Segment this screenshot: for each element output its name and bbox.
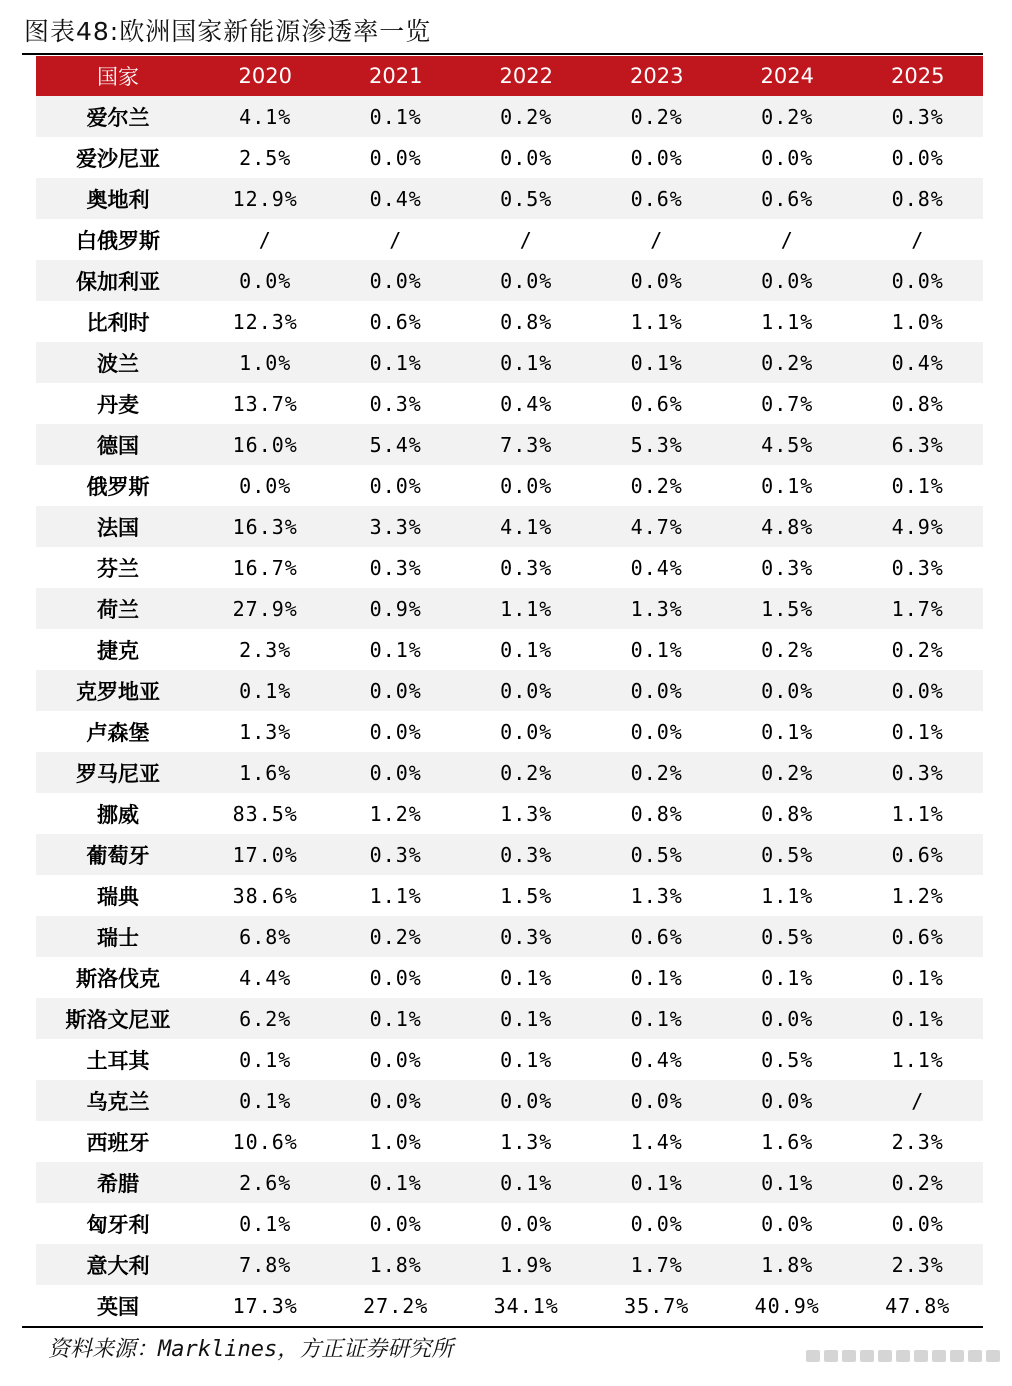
value-cell: 1.2% <box>853 875 984 916</box>
value-cell: 0.1% <box>461 957 592 998</box>
source-note: 资料来源：Marklines，方正证券研究所 <box>48 1337 454 1362</box>
table-row <box>36 96 983 137</box>
header-2025: 2025 <box>853 56 984 96</box>
header-2021: 2021 <box>331 56 462 96</box>
value-cell: 0.1% <box>200 1039 331 1080</box>
value-cell: 1.1% <box>722 875 853 916</box>
value-cell: 34.1% <box>461 1285 592 1326</box>
value-cell: 0.0% <box>461 137 592 178</box>
value-cell: 0.0% <box>853 670 984 711</box>
value-cell: 0.0% <box>331 137 462 178</box>
value-cell: 0.0% <box>722 998 853 1039</box>
table-row <box>36 998 983 1039</box>
value-cell: 17.0% <box>200 834 331 875</box>
header-country: 国家 <box>36 56 200 96</box>
value-cell: 13.7% <box>200 383 331 424</box>
value-cell: 0.0% <box>200 260 331 301</box>
value-cell: 0.0% <box>461 670 592 711</box>
value-cell: 0.2% <box>722 96 853 137</box>
value-cell: 1.3% <box>592 875 723 916</box>
table-row <box>36 506 983 547</box>
value-cell: 0.0% <box>331 711 462 752</box>
value-cell: 0.1% <box>331 629 462 670</box>
top-rule <box>22 53 983 55</box>
value-cell: 0.0% <box>592 670 723 711</box>
value-cell: 83.5% <box>200 793 331 834</box>
value-cell: 0.1% <box>331 342 462 383</box>
figure-title: 图表48:欧洲国家新能源渗透率一览 <box>24 17 432 46</box>
table-row <box>36 137 983 178</box>
value-cell: 5.3% <box>592 424 723 465</box>
value-cell: 0.1% <box>592 998 723 1039</box>
table-row <box>36 834 983 875</box>
country-cell: 意大利 <box>36 1244 200 1285</box>
value-cell: 0.1% <box>722 711 853 752</box>
value-cell: 0.0% <box>331 1080 462 1121</box>
value-cell: 0.2% <box>722 342 853 383</box>
value-cell: 0.0% <box>461 260 592 301</box>
value-cell: 0.1% <box>200 1203 331 1244</box>
value-cell: 1.1% <box>592 301 723 342</box>
value-cell: 0.3% <box>853 547 984 588</box>
value-cell: 1.1% <box>461 588 592 629</box>
value-cell: 0.0% <box>722 137 853 178</box>
country-cell: 土耳其 <box>36 1039 200 1080</box>
value-cell: 0.0% <box>592 1080 723 1121</box>
table-row <box>36 465 983 506</box>
value-cell: 2.3% <box>853 1121 984 1162</box>
table-row <box>36 260 983 301</box>
value-cell: 0.1% <box>592 1162 723 1203</box>
value-cell: 1.1% <box>331 875 462 916</box>
country-cell: 葡萄牙 <box>36 834 200 875</box>
value-cell: 6.2% <box>200 998 331 1039</box>
value-cell: 4.1% <box>200 96 331 137</box>
value-cell: 0.3% <box>461 834 592 875</box>
value-cell: 0.2% <box>853 629 984 670</box>
country-cell: 克罗地亚 <box>36 670 200 711</box>
value-cell: 0.4% <box>461 383 592 424</box>
country-cell: 保加利亚 <box>36 260 200 301</box>
value-cell: 0.1% <box>853 998 984 1039</box>
value-cell: 0.0% <box>592 1203 723 1244</box>
value-cell: 0.0% <box>331 752 462 793</box>
value-cell: 0.3% <box>461 916 592 957</box>
value-cell: 17.3% <box>200 1285 331 1326</box>
value-cell: 1.5% <box>722 588 853 629</box>
value-cell: 5.4% <box>331 424 462 465</box>
country-cell: 波兰 <box>36 342 200 383</box>
value-cell: 2.3% <box>200 629 331 670</box>
value-cell: 0.1% <box>592 957 723 998</box>
value-cell: 0.4% <box>592 547 723 588</box>
watermark-decoration <box>806 1350 1006 1362</box>
value-cell: 0.3% <box>853 752 984 793</box>
value-cell: 6.3% <box>853 424 984 465</box>
value-cell: 7.8% <box>200 1244 331 1285</box>
country-cell: 匈牙利 <box>36 1203 200 1244</box>
country-cell: 瑞典 <box>36 875 200 916</box>
value-cell: 0.3% <box>331 383 462 424</box>
value-cell: 0.5% <box>722 834 853 875</box>
table-row <box>36 1162 983 1203</box>
value-cell: 0.0% <box>461 465 592 506</box>
value-cell: 0.2% <box>722 752 853 793</box>
value-cell: 0.3% <box>331 547 462 588</box>
value-cell: 27.2% <box>331 1285 462 1326</box>
bottom-rule <box>22 1326 983 1328</box>
value-cell: 0.1% <box>722 465 853 506</box>
value-cell: 38.6% <box>200 875 331 916</box>
value-cell: 0.9% <box>331 588 462 629</box>
table-row <box>36 547 983 588</box>
value-cell: 0.1% <box>331 1162 462 1203</box>
value-cell: 0.2% <box>592 465 723 506</box>
table-row <box>36 711 983 752</box>
value-cell: / <box>853 219 984 260</box>
country-cell: 法国 <box>36 506 200 547</box>
value-cell: 0.3% <box>722 547 853 588</box>
value-cell: 0.1% <box>200 1080 331 1121</box>
value-cell: 0.1% <box>722 957 853 998</box>
value-cell: 0.0% <box>853 137 984 178</box>
value-cell: 1.8% <box>722 1244 853 1285</box>
value-cell: 1.1% <box>853 1039 984 1080</box>
table-row <box>36 219 983 260</box>
country-cell: 爱沙尼亚 <box>36 137 200 178</box>
value-cell: 1.7% <box>853 588 984 629</box>
table-row <box>36 875 983 916</box>
table-row <box>36 1080 983 1121</box>
value-cell: 10.6% <box>200 1121 331 1162</box>
value-cell: 0.8% <box>853 383 984 424</box>
value-cell: 27.9% <box>200 588 331 629</box>
value-cell: 0.6% <box>853 834 984 875</box>
value-cell: 1.2% <box>331 793 462 834</box>
value-cell: 0.1% <box>853 711 984 752</box>
table-row <box>36 342 983 383</box>
value-cell: 0.0% <box>592 137 723 178</box>
value-cell: 0.0% <box>461 1080 592 1121</box>
country-cell: 芬兰 <box>36 547 200 588</box>
value-cell: 0.0% <box>722 670 853 711</box>
country-cell: 斯洛文尼亚 <box>36 998 200 1039</box>
table-row <box>36 424 983 465</box>
country-cell: 英国 <box>36 1285 200 1326</box>
country-cell: 罗马尼亚 <box>36 752 200 793</box>
value-cell: 0.5% <box>592 834 723 875</box>
country-cell: 白俄罗斯 <box>36 219 200 260</box>
value-cell: 0.1% <box>853 465 984 506</box>
value-cell: 4.4% <box>200 957 331 998</box>
value-cell: 0.0% <box>592 711 723 752</box>
table-row <box>36 1039 983 1080</box>
country-cell: 俄罗斯 <box>36 465 200 506</box>
value-cell: 1.3% <box>461 1121 592 1162</box>
table-row <box>36 588 983 629</box>
value-cell: 0.8% <box>722 793 853 834</box>
value-cell: 0.6% <box>722 178 853 219</box>
header-2023: 2023 <box>592 56 723 96</box>
value-cell: 1.1% <box>853 793 984 834</box>
value-cell: 4.1% <box>461 506 592 547</box>
country-cell: 瑞士 <box>36 916 200 957</box>
value-cell: 47.8% <box>853 1285 984 1326</box>
value-cell: 0.1% <box>853 957 984 998</box>
value-cell: 35.7% <box>592 1285 723 1326</box>
value-cell: 4.7% <box>592 506 723 547</box>
value-cell: 0.0% <box>722 260 853 301</box>
value-cell: 1.3% <box>461 793 592 834</box>
value-cell: 1.6% <box>722 1121 853 1162</box>
value-cell: 0.1% <box>461 998 592 1039</box>
value-cell: 0.0% <box>331 1039 462 1080</box>
country-cell: 乌克兰 <box>36 1080 200 1121</box>
value-cell: 1.0% <box>200 342 331 383</box>
value-cell: 0.7% <box>722 383 853 424</box>
country-cell: 比利时 <box>36 301 200 342</box>
value-cell: 0.6% <box>592 383 723 424</box>
value-cell: 0.0% <box>853 260 984 301</box>
value-cell: 1.3% <box>592 588 723 629</box>
value-cell: / <box>722 219 853 260</box>
value-cell: 0.0% <box>461 1203 592 1244</box>
value-cell: 0.1% <box>461 1039 592 1080</box>
table-row <box>36 178 983 219</box>
table-row <box>36 1203 983 1244</box>
value-cell: 0.0% <box>200 465 331 506</box>
table-row <box>36 916 983 957</box>
value-cell: 0.8% <box>461 301 592 342</box>
value-cell: 2.5% <box>200 137 331 178</box>
value-cell: 6.8% <box>200 916 331 957</box>
header-2020: 2020 <box>200 56 331 96</box>
value-cell: 2.6% <box>200 1162 331 1203</box>
value-cell: / <box>331 219 462 260</box>
table-row <box>36 1121 983 1162</box>
value-cell: / <box>461 219 592 260</box>
value-cell: / <box>200 219 331 260</box>
value-cell: 0.0% <box>722 1080 853 1121</box>
value-cell: 0.3% <box>331 834 462 875</box>
table-header-row <box>36 56 983 96</box>
value-cell: 4.9% <box>853 506 984 547</box>
table-row <box>36 301 983 342</box>
value-cell: 0.6% <box>592 178 723 219</box>
value-cell: 1.9% <box>461 1244 592 1285</box>
value-cell: 0.2% <box>461 752 592 793</box>
value-cell: 1.8% <box>331 1244 462 1285</box>
value-cell: / <box>592 219 723 260</box>
value-cell: 0.3% <box>853 96 984 137</box>
value-cell: 0.1% <box>461 342 592 383</box>
table-row <box>36 957 983 998</box>
value-cell: 0.1% <box>461 1162 592 1203</box>
value-cell: 1.0% <box>853 301 984 342</box>
value-cell: 0.4% <box>331 178 462 219</box>
table-row <box>36 1285 983 1326</box>
header-2022: 2022 <box>461 56 592 96</box>
country-cell: 德国 <box>36 424 200 465</box>
country-cell: 奥地利 <box>36 178 200 219</box>
country-cell: 卢森堡 <box>36 711 200 752</box>
value-cell: 0.0% <box>331 670 462 711</box>
value-cell: 0.0% <box>722 1203 853 1244</box>
value-cell: 0.4% <box>592 1039 723 1080</box>
value-cell: 0.0% <box>461 711 592 752</box>
value-cell: 0.5% <box>461 178 592 219</box>
country-cell: 希腊 <box>36 1162 200 1203</box>
value-cell: 0.1% <box>722 1162 853 1203</box>
header-2024: 2024 <box>722 56 853 96</box>
value-cell: / <box>853 1080 984 1121</box>
value-cell: 0.1% <box>592 342 723 383</box>
value-cell: 40.9% <box>722 1285 853 1326</box>
value-cell: 0.2% <box>853 1162 984 1203</box>
table-row <box>36 670 983 711</box>
value-cell: 16.0% <box>200 424 331 465</box>
value-cell: 0.0% <box>331 465 462 506</box>
value-cell: 3.3% <box>331 506 462 547</box>
table-row <box>36 1244 983 1285</box>
value-cell: 12.9% <box>200 178 331 219</box>
value-cell: 0.1% <box>331 96 462 137</box>
value-cell: 0.0% <box>853 1203 984 1244</box>
value-cell: 0.2% <box>722 629 853 670</box>
value-cell: 0.2% <box>592 96 723 137</box>
country-cell: 爱尔兰 <box>36 96 200 137</box>
value-cell: 16.7% <box>200 547 331 588</box>
country-cell: 斯洛伐克 <box>36 957 200 998</box>
value-cell: 0.5% <box>722 916 853 957</box>
value-cell: 0.8% <box>592 793 723 834</box>
country-cell: 丹麦 <box>36 383 200 424</box>
country-cell: 西班牙 <box>36 1121 200 1162</box>
value-cell: 1.5% <box>461 875 592 916</box>
value-cell: 0.2% <box>592 752 723 793</box>
value-cell: 1.0% <box>331 1121 462 1162</box>
value-cell: 0.0% <box>592 260 723 301</box>
country-cell: 荷兰 <box>36 588 200 629</box>
value-cell: 1.1% <box>722 301 853 342</box>
value-cell: 1.4% <box>592 1121 723 1162</box>
value-cell: 0.6% <box>853 916 984 957</box>
value-cell: 1.7% <box>592 1244 723 1285</box>
table-row <box>36 752 983 793</box>
value-cell: 1.3% <box>200 711 331 752</box>
value-cell: 0.6% <box>331 301 462 342</box>
value-cell: 7.3% <box>461 424 592 465</box>
value-cell: 0.0% <box>331 260 462 301</box>
country-cell: 捷克 <box>36 629 200 670</box>
value-cell: 0.8% <box>853 178 984 219</box>
table-row <box>36 629 983 670</box>
table-row <box>36 793 983 834</box>
value-cell: 4.8% <box>722 506 853 547</box>
value-cell: 0.1% <box>200 670 331 711</box>
value-cell: 0.0% <box>331 1203 462 1244</box>
table-row <box>36 383 983 424</box>
value-cell: 4.5% <box>722 424 853 465</box>
value-cell: 0.1% <box>592 629 723 670</box>
value-cell: 0.3% <box>461 547 592 588</box>
value-cell: 0.1% <box>331 998 462 1039</box>
value-cell: 0.1% <box>461 629 592 670</box>
country-cell: 挪威 <box>36 793 200 834</box>
value-cell: 0.6% <box>592 916 723 957</box>
value-cell: 2.3% <box>853 1244 984 1285</box>
value-cell: 0.2% <box>461 96 592 137</box>
value-cell: 0.5% <box>722 1039 853 1080</box>
penetration-table <box>36 56 983 1326</box>
value-cell: 16.3% <box>200 506 331 547</box>
value-cell: 1.6% <box>200 752 331 793</box>
value-cell: 12.3% <box>200 301 331 342</box>
value-cell: 0.0% <box>331 957 462 998</box>
value-cell: 0.4% <box>853 342 984 383</box>
value-cell: 0.2% <box>331 916 462 957</box>
